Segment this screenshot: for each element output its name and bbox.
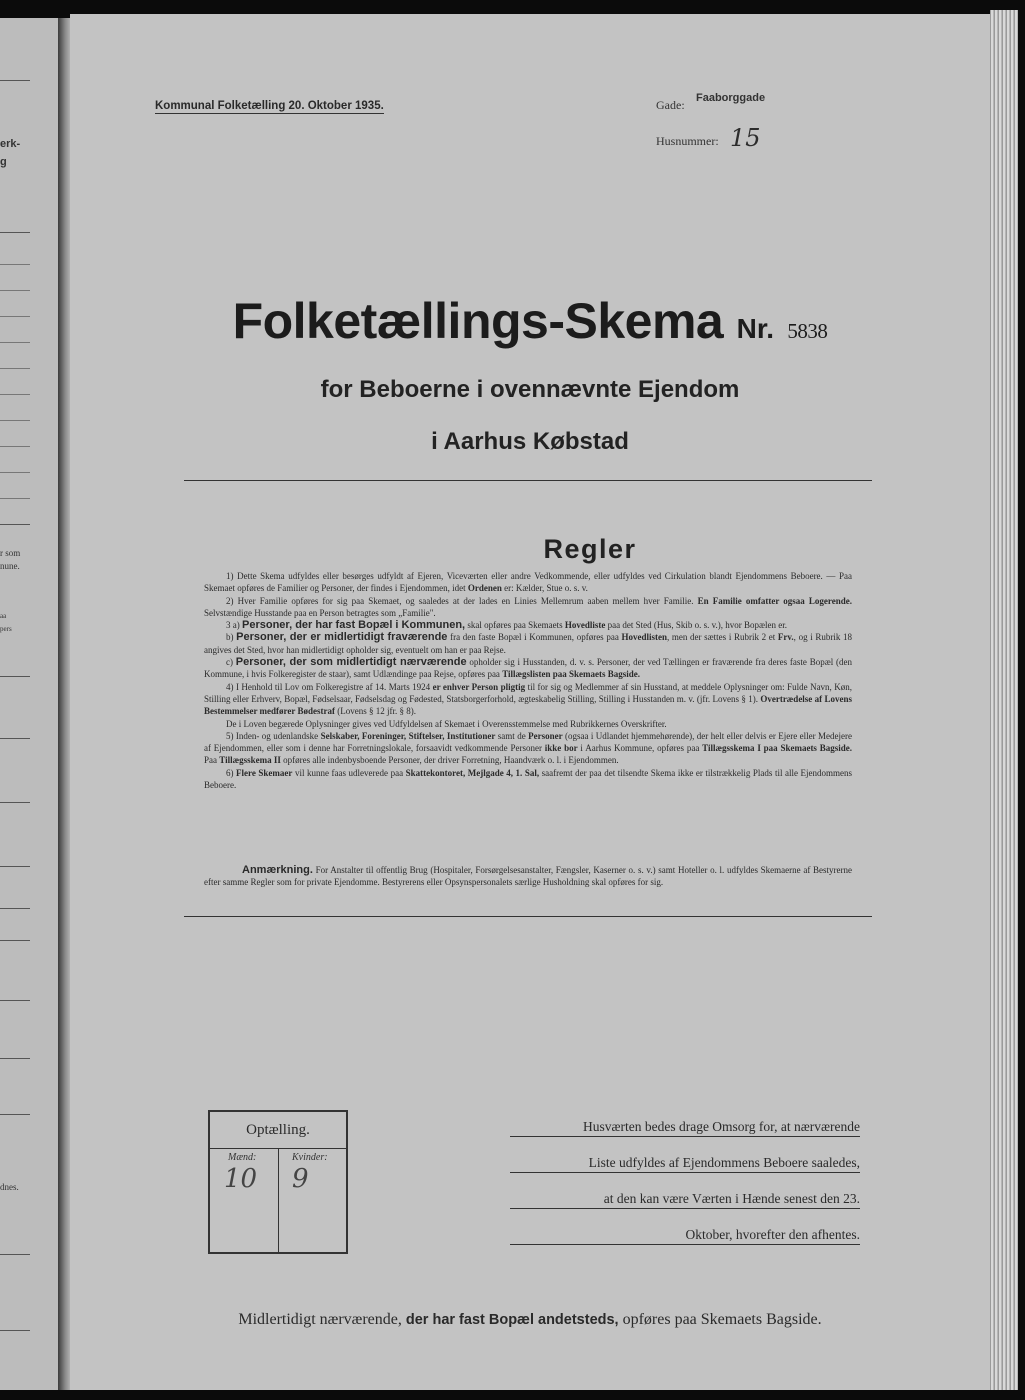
left-page-rule (0, 676, 30, 677)
left-page-rule (0, 80, 30, 81)
women-count: 9 (292, 1164, 309, 1194)
landlord-notice (510, 1118, 860, 1262)
left-page-rule (0, 1058, 30, 1059)
notice-line: Oktober, hvorefter den afhentes. (510, 1226, 860, 1245)
rule-1: 1) Dette Skema udfyldes eller besørges udfyldt af Ejeren, Viceværten eller andre Vedkommende, eller udfyldes ved Cirkulation blandt Ejendommens Beboere. — Paa Skemaet opføres de Familier og Personer, der findes i Ejendommen, idet Ordenen er: Kælder, Stue o. s. v. (204, 571, 852, 594)
rule-3a: 3 a) Personer, der har fast Bopæl i Kommunen, skal opføres paa Skemaets Hovedliste paa det Sted (Hus, Skib o. s. v.), hvor Bopælen er. (226, 619, 787, 632)
count-box (208, 1110, 348, 1254)
rules-heading: Regler (543, 534, 637, 564)
left-page-fragment: r som (0, 548, 21, 558)
form-number-value: 5838 (787, 319, 828, 343)
left-page-rule (0, 290, 30, 291)
census-form-page (70, 14, 990, 1390)
divider-bottom (184, 916, 872, 917)
left-page-rule (0, 908, 30, 909)
left-page-rule (0, 1000, 30, 1001)
left-page-fragment: nune. (0, 561, 20, 571)
men-count: 10 (224, 1164, 258, 1194)
left-page-fragment: aa (0, 612, 7, 620)
men-label: Mænd: (228, 1152, 257, 1163)
left-page-rule (0, 446, 30, 447)
left-page-fragment: dnes. (0, 1182, 19, 1192)
left-page-rule (0, 472, 30, 473)
left-page-rule (0, 394, 30, 395)
left-page-strip (0, 18, 58, 1390)
form-subtitle: for Beboerne i ovennævnte Ejendom (320, 376, 740, 403)
left-page-rule (0, 738, 30, 739)
left-page-rule (0, 802, 30, 803)
footer-instruction (70, 1311, 990, 1329)
rule-2: 2) Hver Familie opføres for sig paa Skemaet, og saaledes at der lades en Linies Mellemrum aaben mellem hver Familie. En Familie omfatter ogsaa Logerende. Selvstændige Husstande paa en Person betragtes som „Familie". (204, 595, 852, 618)
rule-3c: c) Personer, der som midlertidigt nærværende opholder sig i Husstanden, d. v. s. Personer, der ved Tællingen er fraværende fra deres faste Bopæl (den Kommune, i hvis Folkeregister de staar), samt Udlændinge paa Rejse, opføres paa Tillægslisten paa Skemaets Bagside. (204, 656, 852, 680)
form-title (70, 292, 990, 350)
left-page-rule (0, 524, 30, 525)
count-box-column-divider (278, 1148, 279, 1252)
footer-part-1: Midlertidigt nærværende, (238, 1311, 402, 1328)
form-number-label: Nr. (736, 313, 774, 344)
left-page-fragment: erk- (0, 138, 21, 150)
book-gutter (58, 18, 70, 1390)
street-label: Gade: (656, 98, 685, 112)
footer-part-3: opføres paa Skemaets Bagside. (622, 1311, 822, 1328)
rule-6: 6) Flere Skemaer vil kunne faas udleverede paa Skattekontoret, Mejlgade 4, 1. Sal, saafremt der paa det tilsendte Skema ikke er tilstrækkelig Plads til alle Ejendommens Beboere. (204, 767, 853, 791)
left-page-rule (0, 264, 30, 265)
left-page-rule (0, 940, 30, 941)
notice-line: Husværten bedes drage Omsorg for, at nærværende (510, 1118, 860, 1137)
house-number-value: 15 (730, 124, 761, 152)
left-page-rule (0, 342, 30, 343)
left-page-rule (0, 498, 30, 499)
left-page-fragment: pers (0, 625, 12, 633)
footer-part-2: der har fast Bopæl andetsteds, (405, 1312, 619, 1328)
rule-5: 5) Inden- og udenlandske Selskaber, Foreninger, Stiftelser, Institutioner samt de Personer (ogsaa i Udlandet hjemmehørende), der helt eller delvis er Ejere eller Medejere af Ejendommen, eller som i denne har Forretningslokale, forsaavidt vedkommende Personer ikke bor i Aarhus Kommune, opføres paa Tillægsskema I paa Skemaets Bagside. Paa Tillægsskema II opføres alle indenbysboende Personer, der driver Forretning, Haandværk o. l. i Ejendommen. (204, 730, 853, 766)
form-title-main: Folketællings-Skema (232, 293, 724, 349)
count-box-title: Optælling. (246, 1122, 310, 1138)
divider-top (184, 480, 872, 481)
page-edges (990, 10, 1018, 1390)
left-page-rule (0, 232, 30, 233)
left-page-rule (0, 1254, 30, 1255)
left-page-rule (0, 1114, 30, 1115)
remark-label: Anmærkning. (242, 864, 313, 876)
street-value: Faaborggade (696, 92, 766, 104)
rule-3b: b) Personer, der er midlertidigt fraværende fra den faste Bopæl i Kommunen, opføres paa Hovedlisten, men der sættes i Rubrik 2 et Frv., og i Rubrik 18 angives det Sted, hvor han midlertidigt opholder sig, eventuelt om han er paa Rejse. (204, 631, 853, 655)
rule-4: 4) I Henhold til Lov om Folkeregistre af 14. Marts 1924 er enhver Person pligtig til for sig og Medlemmer af sin Husstand, at meddele Oplysninger om: Fulde Navn, Køn, Stilling eller Erhverv, Bopæl, Fødselsaar, Fødselsdag og Fødested, Statsborgerforhold, ægteskabelig Stilling, Stilling i Husstanden m. v. (jfr. Lovens § 1). Overtrædelse af Lovens Bestemmelser medfører Bødestraf (Lovens § 12 jfr. § 8). (204, 681, 853, 717)
left-page-rule (0, 316, 30, 317)
left-page-rule (0, 420, 30, 421)
notice-line: at den kan være Værten i Hænde senest den 23. (510, 1190, 860, 1209)
left-page-rule (0, 866, 30, 867)
notice-line: Liste udfyldes af Ejendommens Beboere saaledes, (510, 1154, 860, 1173)
form-location: i Aarhus Købstad (431, 428, 629, 455)
census-date-line: Kommunal Folketælling 20. Oktober 1935. (155, 100, 384, 112)
rule-4-note: De i Loven begærede Oplysninger gives ved Udfyldelsen af Skemaet i Overensstemmelse med Rubrikkernes Overskrifter. (226, 718, 667, 729)
left-page-rule (0, 1330, 30, 1331)
women-label: Kvinder: (292, 1152, 328, 1163)
house-number-label: Husnummer: (656, 134, 719, 148)
remark-paragraph (204, 864, 852, 889)
rules-body (204, 570, 852, 791)
left-page-fragment: g (0, 156, 7, 168)
left-page-rule (0, 368, 30, 369)
remark-text: For Anstalter til offentlig Brug (Hospitaler, Forsørgelsesanstalter, Fængsler, Kaserner o. s. v.) samt Hoteller o. l. udfyldes Skemaerne af Bestyrerne efter samme Regler som for private Ejendomme. Bestyrerens eller Opsynspersonalets særlige Husholdning skal opføres for sig. (204, 865, 852, 888)
